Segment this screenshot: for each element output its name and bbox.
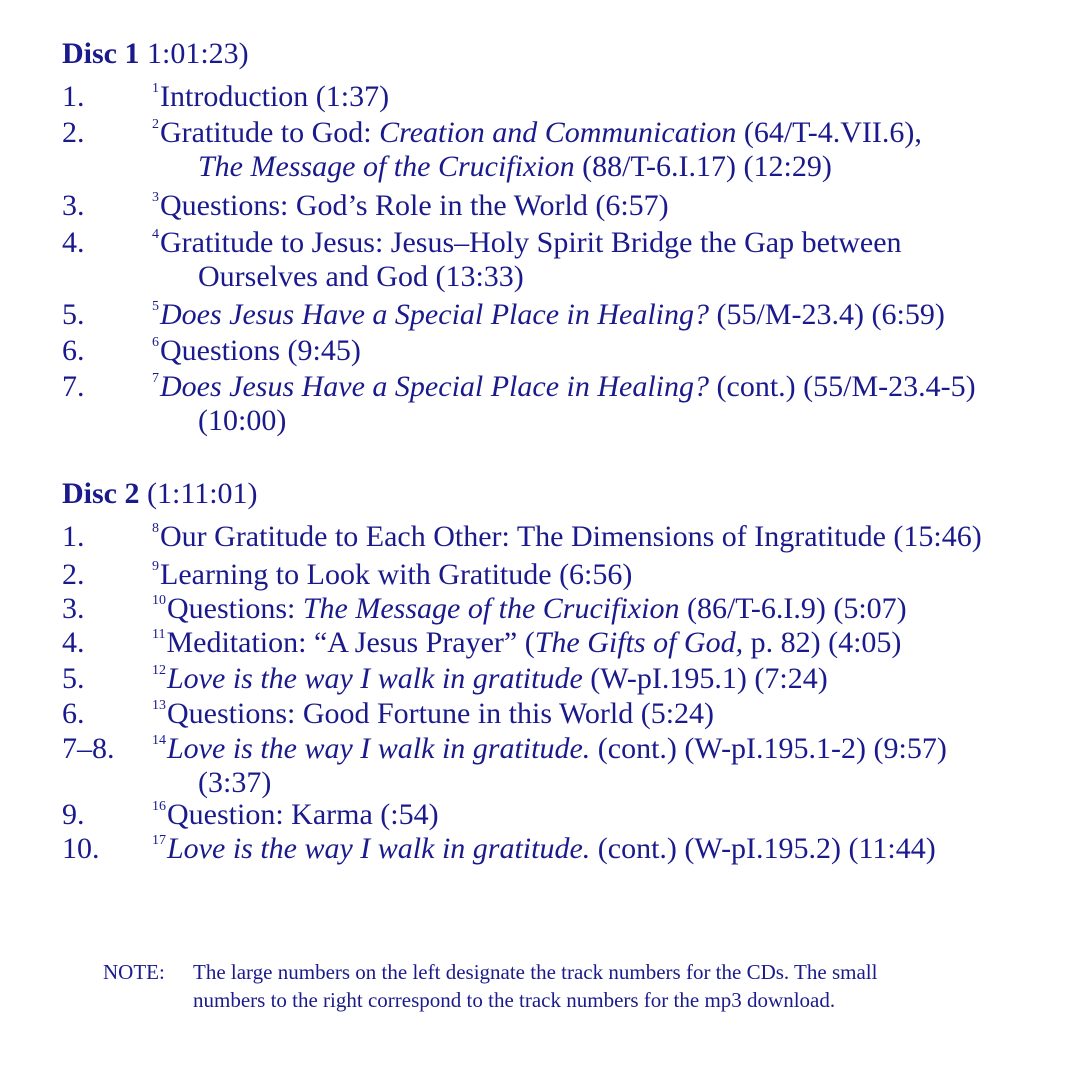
track-title [152, 298, 1077, 332]
cd-track-number: 6. [62, 697, 85, 730]
mp3-track-number: 12 [152, 663, 166, 678]
cd-track-number: 1. [62, 80, 85, 113]
track-title [152, 832, 1077, 866]
disc1-label: Disc 1 [62, 37, 140, 70]
track-text-segment: (cont.) (55/M-23.4-5) [709, 370, 976, 403]
cd-track-number: 6. [62, 334, 85, 367]
track-title-continuation [152, 404, 1077, 438]
mp3-track-number: 4 [152, 227, 159, 242]
track-text-segment: Meditation: “A Jesus Prayer” ( [166, 626, 535, 659]
track-text-segment: Ourselves and God (13:33) [198, 260, 524, 293]
track-text-segment: The Gifts of God, [534, 626, 744, 659]
track-text-segment: (W-pI.195.1) (7:24) [582, 662, 828, 695]
track-title [152, 80, 1077, 114]
track-title [152, 558, 1077, 592]
track-text-segment: Questions: Good Fortune in this World (5:24) [167, 697, 715, 730]
cd-track-number: 7. [62, 370, 85, 403]
track-text-segment: Love is the way I walk in gratitude [167, 662, 583, 695]
track-text-segment: Gratitude to God: [160, 116, 380, 149]
track-text-segment: p. 82) (4:05) [743, 626, 902, 659]
disc1-duration: 1:01:23) [147, 37, 249, 70]
mp3-track-number: 7 [152, 371, 159, 386]
cd-track-number: 2. [62, 116, 85, 149]
mp3-track-number: 10 [152, 593, 166, 608]
track-title [152, 798, 1077, 832]
track-text-segment: (cont.) (W-pI.195.2) (11:44) [590, 832, 936, 865]
track-text-segment: Questions: God’s Role in the World (6:57) [160, 189, 669, 222]
disc2-header [62, 476, 258, 512]
cd-track-number: 2. [62, 558, 85, 591]
cd-track-number: 1. [62, 520, 85, 553]
mp3-track-number: 16 [152, 799, 166, 814]
cd-track-number: 3. [62, 189, 85, 222]
disc2-label: Disc 2 [62, 477, 140, 510]
track-text-segment: Question: Karma (:54) [167, 798, 439, 831]
track-text-segment: Creation and Communication [379, 116, 737, 149]
track-title [152, 334, 1077, 368]
track-title [152, 732, 1077, 800]
mp3-track-number: 3 [152, 190, 159, 205]
mp3-track-number: 1 [152, 81, 159, 96]
cd-track-number: 3. [62, 592, 85, 625]
track-title [152, 226, 1077, 294]
note-line-1: The large numbers on the left designate the track numbers for the CDs. The small [193, 960, 878, 984]
note-text [193, 958, 1043, 1014]
track-title [152, 697, 1077, 731]
track-title [152, 189, 1077, 223]
mp3-track-number: 8 [152, 521, 159, 536]
cd-track-number: 10. [62, 832, 100, 865]
disc2-duration: (1:11:01) [147, 477, 258, 510]
track-text-segment: Love is the way I walk in gratitude. [167, 832, 591, 865]
mp3-track-number: 17 [152, 833, 166, 848]
mp3-track-number: 2 [152, 117, 159, 132]
track-title [152, 520, 1077, 554]
note-label: NOTE: [103, 960, 165, 984]
track-text-segment: (cont.) (W-pI.195.1-2) (9:57) [590, 732, 947, 765]
mp3-track-number: 13 [152, 698, 166, 713]
track-text-segment: Introduction (1:37) [160, 80, 390, 113]
track-text-segment: (10:00) [198, 404, 287, 437]
cd-track-number: 5. [62, 662, 85, 695]
track-text-segment: Love is the way I walk in gratitude. [167, 732, 591, 765]
track-text-segment: The Message of the Crucifixion [302, 592, 680, 625]
track-text-segment: Questions (9:45) [160, 334, 361, 367]
track-text-segment: Questions: [167, 592, 303, 625]
track-text-segment: (3:37) [198, 766, 272, 799]
track-title [152, 662, 1077, 696]
track-title [152, 116, 1077, 184]
mp3-track-number: 14 [152, 733, 166, 748]
track-text-segment: Does Jesus Have a Special Place in Healing? [160, 298, 710, 331]
track-title [152, 370, 1077, 438]
track-title [152, 626, 1077, 660]
cd-track-number: 5. [62, 298, 85, 331]
mp3-track-number: 11 [152, 627, 166, 642]
track-title [152, 592, 1077, 626]
track-text-segment: (86/T-6.I.9) (5:07) [679, 592, 907, 625]
track-text-segment: (64/T-4.VII.6), [736, 116, 922, 149]
note-line-2: numbers to the right correspond to the track numbers for the mp3 download. [193, 988, 836, 1012]
track-title-continuation [152, 260, 1077, 294]
track-text-segment: Our Gratitude to Each Other: The Dimensions of Ingratitude (15:46) [160, 520, 982, 553]
cd-track-number: 7–8. [62, 732, 115, 765]
cd-track-number: 9. [62, 798, 85, 831]
track-title-continuation [152, 766, 1077, 800]
cd-track-number: 4. [62, 626, 85, 659]
disc1-header [62, 36, 249, 72]
track-text-segment: The Message of the Crucifixion [198, 150, 575, 183]
track-text-segment: (55/M-23.4) (6:59) [709, 298, 945, 331]
cd-track-number: 4. [62, 226, 85, 259]
track-text-segment: (88/T-6.I.17) (12:29) [574, 150, 832, 183]
track-text-segment: Does Jesus Have a Special Place in Healing? [160, 370, 710, 403]
track-title-continuation [152, 150, 1077, 184]
mp3-track-number: 6 [152, 335, 159, 350]
track-text-segment: Gratitude to Jesus: Jesus–Holy Spirit Bridge the Gap between [160, 226, 902, 259]
mp3-track-number: 9 [152, 559, 159, 574]
track-text-segment: Learning to Look with Gratitude (6:56) [160, 558, 633, 591]
mp3-track-number: 5 [152, 299, 159, 314]
